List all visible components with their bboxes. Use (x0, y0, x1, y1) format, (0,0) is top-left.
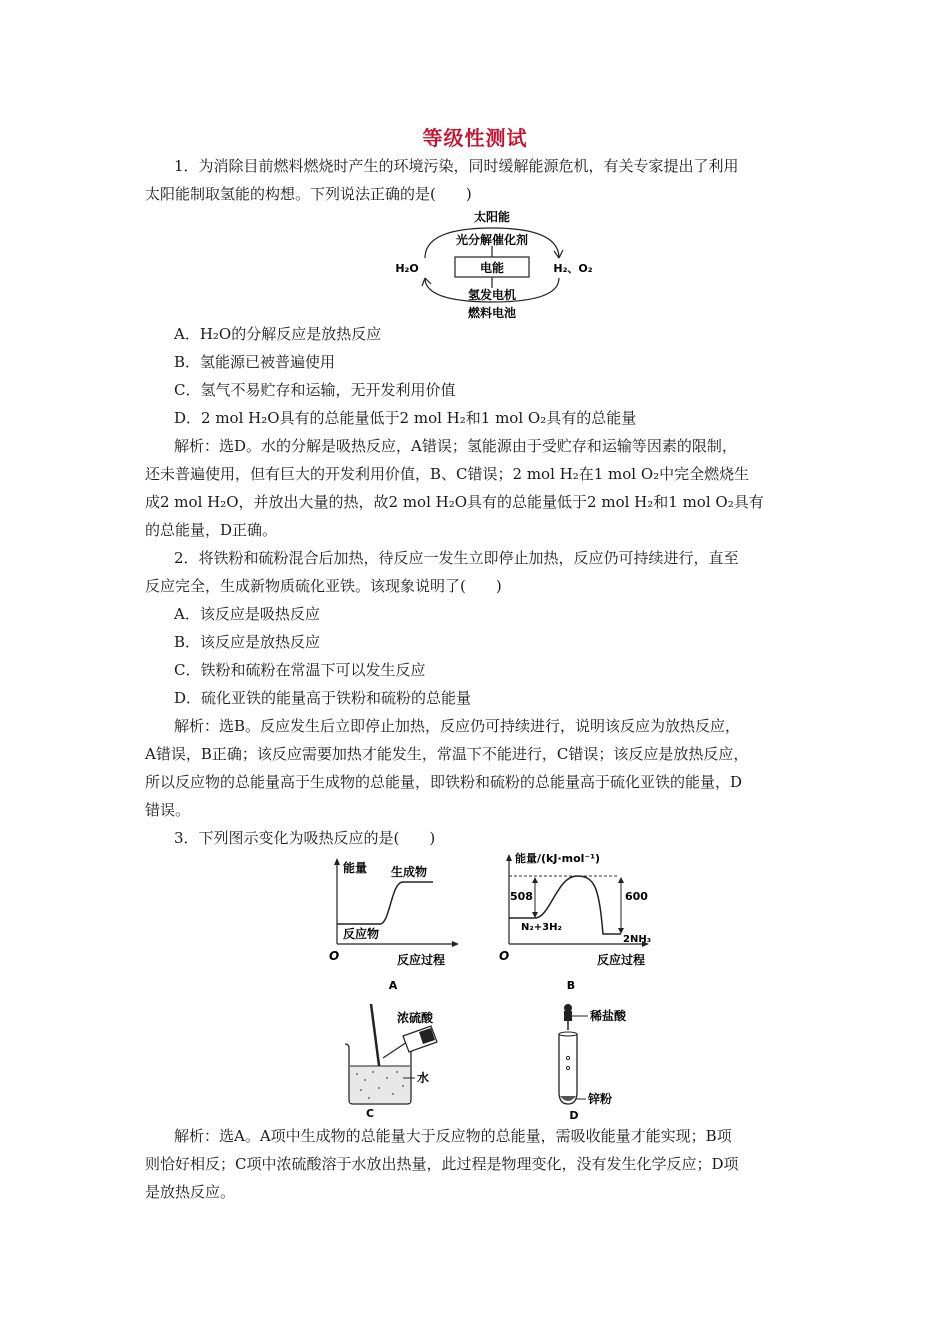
q1-option-d: D．2 mol H₂O具有的总能量低于2 mol H₂和1 mol O₂具有的总能量 (174, 409, 637, 427)
q2-analysis-line-3: 所以反应物的总能量高于生成物的总能量，即铁粉和硫粉的总能量高于硫化亚铁的能量，D (145, 773, 743, 791)
fig-b-ylabel: 能量/(kJ·mol⁻¹) (515, 852, 601, 865)
q3-figure-a (325, 852, 470, 992)
fig-c-caption: C (365, 1107, 375, 1120)
q1-stem-line-2: 太阳能制取氢能的构想。下列说法正确的是( ) (145, 185, 472, 203)
diagram-top-label: 太阳能 (473, 210, 511, 224)
fig-b-value-508: 508 (510, 890, 533, 903)
q1-analysis-line-1: 解析：选D。水的分解是吸热反应，A错误；氢能源由于受贮存和运输等因素的限制， (174, 437, 737, 455)
q3-analysis-line-1: 解析：选A。A项中生成物的总能量大于反应物的总能量，需吸收能量才能实现；B项 (174, 1127, 732, 1145)
q3-analysis-line-2: 则恰好相反；C项中浓硫酸溶于水放出热量，此过程是物理变化，没有发生化学反应；D项 (145, 1155, 739, 1173)
q2-analysis-line-4: 错误。 (145, 801, 191, 819)
q3-figure-d (548, 1000, 658, 1122)
page-title: 等级性测试 (422, 126, 528, 150)
q3-stem: 3．下列图示变化为吸热反应的是( ) (174, 829, 436, 847)
q1-option-a: A．H₂O的分解反应是放热反应 (174, 325, 382, 343)
q2-stem-line-1: 2．将铁粉和硫粉混合后加热，待反应一发生立即停止加热，反应仍可持续进行，直至 (174, 549, 739, 567)
fig-a-caption: A (388, 979, 398, 992)
diagram-right-label: H₂、O₂ (553, 262, 593, 275)
fig-b-reactant-label: N₂+3H₂ (521, 922, 562, 933)
fig-b-xlabel: 反应过程 (597, 953, 646, 967)
diagram-center-label: 电能 (479, 261, 505, 275)
diagram-left-label: H₂O (395, 262, 419, 275)
q2-option-b: B．该反应是放热反应 (174, 633, 321, 651)
q1-analysis-line-2: 还未普遍使用，但有巨大的开发利用价值，B、C错误；2 mol H₂在1 mol O₂中完全燃烧生 (145, 465, 750, 483)
diagram-upper-label: 光分解催化剂 (455, 233, 529, 247)
fig-d-caption: D (569, 1109, 579, 1122)
fig-b-value-600: 600 (625, 890, 648, 903)
fig-b-product-label: 2NH₃ (623, 934, 652, 945)
fig-a-ylabel: 能量 (343, 861, 368, 875)
q1-option-c: C．氢气不易贮存和运输，无开发利用价值 (174, 381, 456, 399)
q3-figure-c (335, 1000, 475, 1120)
q2-option-a: A．该反应是吸热反应 (174, 605, 320, 623)
fig-d-reagent-label: 稀盐酸 (590, 1009, 627, 1023)
q1-energy-cycle-diagram (385, 206, 600, 324)
q2-stem-line-2: 反应完全，生成新物质硫化亚铁。该现象说明了( ) (145, 577, 502, 595)
diagram-lower-label: 氢发电机 (467, 288, 517, 302)
q3-figure-b (495, 848, 670, 992)
fig-a-xlabel: 反应过程 (397, 953, 446, 967)
fig-d-solid-label: 锌粉 (588, 1092, 613, 1106)
fig-a-reactant-label: 反应物 (343, 927, 380, 941)
q2-analysis-line-1: 解析：选B。反应发生后立即停止加热，反应仍可持续进行，说明该反应为放热反应， (174, 717, 741, 735)
q3-analysis-line-3: 是放热反应。 (145, 1183, 236, 1201)
fig-a-origin: O (329, 949, 340, 963)
fig-c-water-label: 水 (417, 1071, 430, 1085)
fig-a-product-label: 生成物 (391, 865, 428, 879)
diagram-bottom-label: 燃料电池 (467, 306, 517, 320)
fig-b-caption: B (566, 979, 576, 992)
q1-analysis-line-3: 成2 mol H₂O，并放出大量的热，故2 mol H₂O具有的总能量低于2 mol H₂和1 mol O₂具有 (145, 493, 764, 511)
q2-analysis-line-2: A错误，B正确；该反应需要加热才能发生，常温下不能进行，C错误；该反应是放热反应， (145, 745, 749, 763)
fig-c-reagent-label: 浓硫酸 (397, 1011, 434, 1025)
q1-analysis-line-4: 的总能量，D正确。 (145, 521, 278, 539)
q1-stem-line-1: 1．为消除目前燃料燃烧时产生的环境污染，同时缓解能源危机，有关专家提出了利用 (174, 157, 739, 175)
q2-option-c: C．铁粉和硫粉在常温下可以发生反应 (174, 661, 426, 679)
q1-option-b: B．氢能源已被普遍使用 (174, 353, 336, 371)
fig-b-origin: O (499, 949, 510, 963)
q2-option-d: D．硫化亚铁的能量高于铁粉和硫粉的总能量 (174, 689, 472, 707)
